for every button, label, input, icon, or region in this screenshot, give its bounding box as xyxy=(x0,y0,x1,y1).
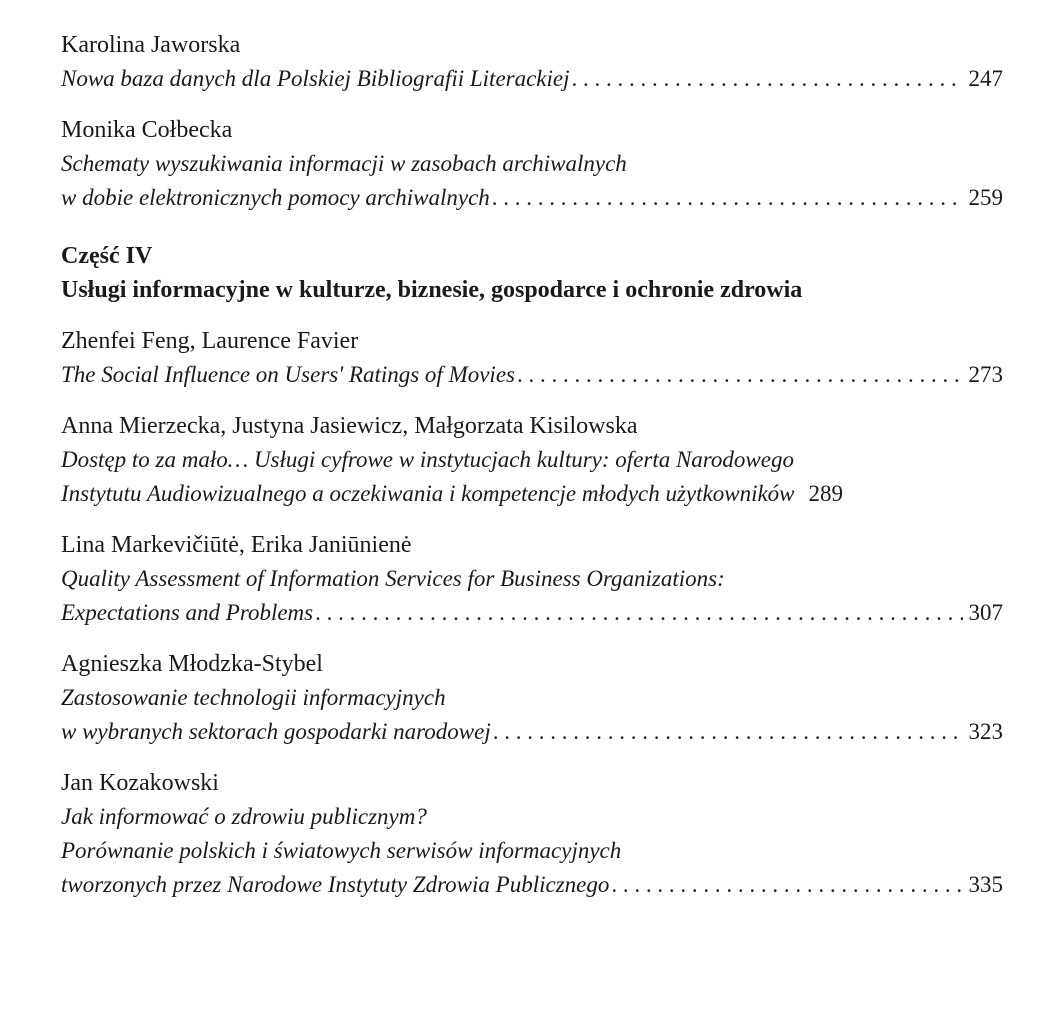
entry-author: Agnieszka Młodzka-Stybel xyxy=(61,651,323,677)
toc-entry xyxy=(61,766,1003,902)
part-title: Usługi informacyjne w kulturze, biznesie, gospodarce i ochronie zdrowia xyxy=(61,277,803,303)
entry-title-last-line xyxy=(61,715,1003,749)
toc-entry xyxy=(61,409,1003,511)
entry-title-last-line xyxy=(61,868,1003,902)
entry-title-text: Nowa baza danych dla Polskiej Bibliografii Literackiej xyxy=(61,66,570,91)
table-of-contents xyxy=(61,28,1003,919)
entry-title-line: Dostęp to za mało… Usługi cyfrowe w instytucjach kultury: oferta Narodowego xyxy=(61,447,794,472)
entry-author: Jan Kozakowski xyxy=(61,770,219,796)
entry-title-line: Quality Assessment of Information Services for Business Organizations: xyxy=(61,566,725,591)
entry-title-text: tworzonych przez Narodowe Instytuty Zdrowia Publicznego xyxy=(61,872,610,897)
entry-title-text: w wybranych sektorach gospodarki narodowej xyxy=(61,719,491,744)
entry-title-line: Schematy wyszukiwania informacji w zasobach archiwalnych xyxy=(61,151,627,176)
toc-entry xyxy=(61,324,1003,392)
entry-author: Zhenfei Feng, Laurence Favier xyxy=(61,328,359,354)
part-label: Część IV xyxy=(61,243,153,269)
dot-leader xyxy=(493,715,963,749)
entry-title-text: Expectations and Problems xyxy=(61,600,314,625)
entry-page-number: 273 xyxy=(968,362,1003,387)
entry-page-number: 247 xyxy=(968,66,1003,91)
entry-title-text: The Social Influence on Users' Ratings of Movies xyxy=(61,362,515,387)
entry-title-last-line xyxy=(61,596,1003,630)
entry-title-line: Porównanie polskich i światowych serwisów informacyjnych xyxy=(61,838,622,863)
entry-title-line: Jak informować o zdrowiu publicznym? xyxy=(61,804,427,829)
entry-page-number: 335 xyxy=(968,872,1003,897)
entry-title-text: w dobie elektronicznych pomocy archiwalnych xyxy=(61,185,490,210)
toc-entry xyxy=(61,28,1003,96)
entry-page-number: 323 xyxy=(968,719,1003,744)
toc-entry xyxy=(61,113,1003,215)
entry-page-number: 259 xyxy=(968,185,1003,210)
toc-entries-before xyxy=(61,28,1003,215)
entry-author: Karolina Jaworska xyxy=(61,32,241,58)
entry-author: Monika Cołbecka xyxy=(61,117,233,143)
entry-title-last-line xyxy=(61,181,1003,215)
entry-title-text: Instytutu Audiowizualnego a oczekiwania i kompetencje młodych użytkowników xyxy=(61,481,795,506)
dot-leader xyxy=(315,596,962,630)
entry-title-line: Zastosowanie technologii informacyjnych xyxy=(61,685,446,710)
entry-title-last-line xyxy=(61,358,1003,392)
entry-title-last-line xyxy=(61,62,1003,96)
dot-leader xyxy=(572,62,963,96)
toc-entry xyxy=(61,528,1003,630)
entry-author: Anna Mierzecka, Justyna Jasiewicz, Małgorzata Kisilowska xyxy=(61,413,638,439)
entry-title-last-line xyxy=(61,477,1003,511)
entry-page-number: 289 xyxy=(808,481,844,506)
part-heading xyxy=(61,239,1003,307)
entry-page-number: 307 xyxy=(968,600,1003,625)
dot-leader xyxy=(611,868,962,902)
toc-entries-after xyxy=(61,324,1003,902)
dot-leader xyxy=(517,358,963,392)
dot-leader xyxy=(492,181,963,215)
toc-entry xyxy=(61,647,1003,749)
entry-author: Lina Markevičiūtė, Erika Janiūnienė xyxy=(61,532,412,558)
